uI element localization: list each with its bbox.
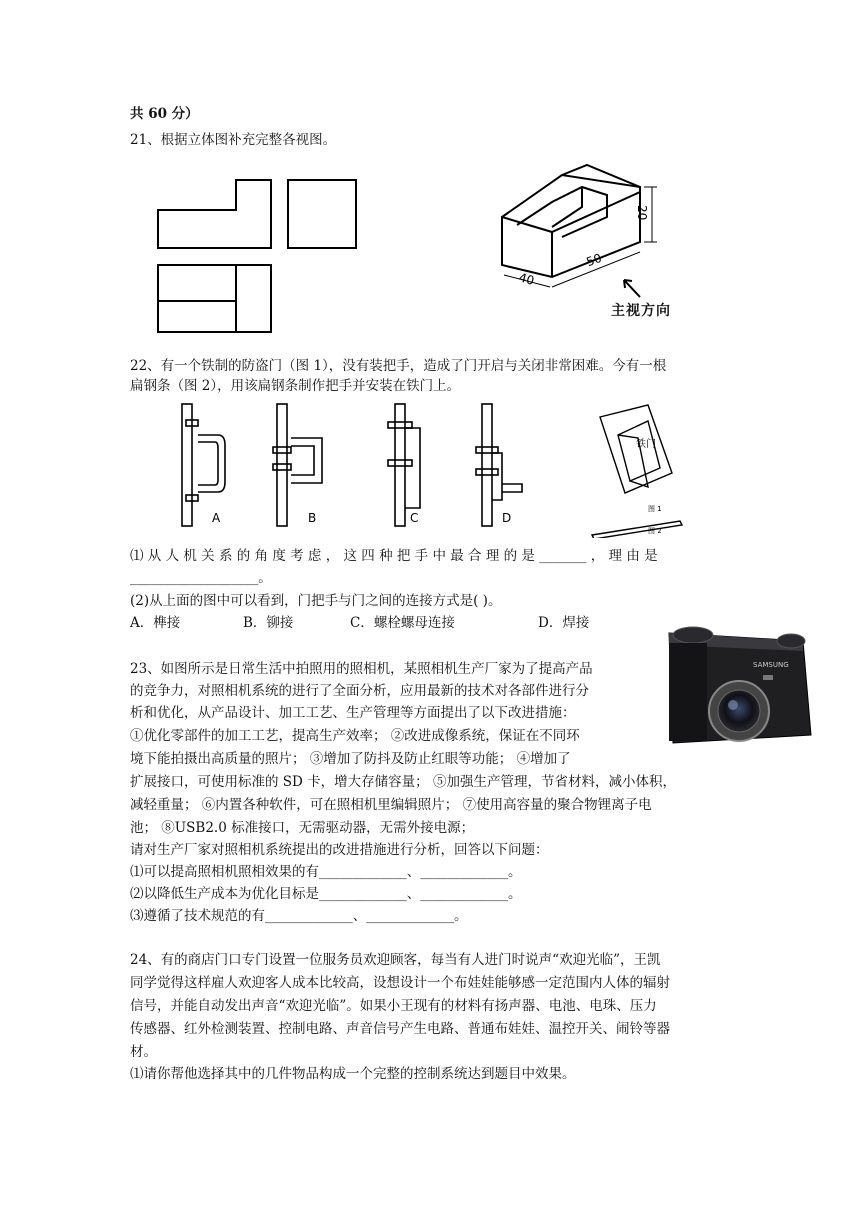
q23-line-3: 析和优化，从产品设计、加工工艺、生产管理等方面提出了以下改进措施： [130,705,576,721]
side-view-square [284,178,359,253]
q24-line-3: 信号，并能自动发出声音“欢迎光临”。如果小王现有的材料有扬声器、电池、电珠、压力 [130,998,657,1014]
dim-50-label: 50 [584,250,604,270]
q24-line-2: 同学觉得这样雇人欢迎客人成本比较高，设想设计一个布娃娃能够感一定范围内人体的辐射 [130,975,670,991]
q22-line2: 扁钢条（图 2），用该扁钢条制作把手并安装在铁门上。 [130,378,461,394]
handle-a-label: A [212,511,221,525]
q21-title: 21、根据立体图补充完整各视图。 [130,132,337,148]
q23-line-5: 境下能拍摄出高质量的照片； ③增加了防抖及防止红眼等功能； ④增加了 [130,751,571,767]
section-header: 共 60 分） [130,106,199,122]
option-a: A．榫接 [130,615,181,631]
q23-line-6: 扩展接口，可使用标准的 SD 卡，增大存储容量； ⑤加强生产管理，节省材料，减小体积， [130,774,676,790]
q23-sub2: ⑵以降低生产成本为优化目标是_____________、_____________。 [130,886,522,902]
q23-line-2: 的竞争力，对照相机系统的进行了全面分析，应用最新的技术对各部件进行分 [130,683,589,699]
dim-40-label: 40 [517,270,536,288]
q22-sub2: (2)从上面的图中可以看到，门把手与门之间的连接方式是( )。 [130,593,502,609]
q24-line-4: 传感器、红外检测装置、控制电路、声音信号产生电路、普通布娃娃、温控开关、闹铃等器 [130,1021,670,1037]
top-view-shape [158,265,271,332]
camera-brand: SAMSUNG [753,661,789,669]
q23-line-4: ①优化零部件的加工工艺，提高生产效率； ②改进成像系统，保证在不同环 [130,728,580,744]
q22-sub1-line1: ⑴ 从 人 机 关 系 的 角 度 考 虑 ， 这 四 种 把 手 中 最 合 理 的 是 _______ ， 理 由 是 [130,548,658,564]
handle-b-label: B [308,511,317,525]
q22-handle-drawings [170,400,590,535]
fig1-label: 图 1 [648,505,662,513]
q24-sub1: ⑴请你帮他选择其中的几件物品构成一个完整的控制系统达到题目中效果。 [130,1066,576,1082]
handle-d-label: D [502,511,512,525]
q22-sub1-line2: ___________________。 [130,570,272,586]
view-direction-label: 主视方向 [611,303,671,319]
option-b: B．铆接 [243,615,294,631]
door-figure [590,403,690,538]
door-label: 铁门 [636,439,656,450]
handle-c-label: C [410,511,419,525]
fig2-label: 图 2 [648,527,662,535]
q24-line-5: 材。 [130,1044,157,1060]
q22-line1: 22、有一个铁制的防盗门（图 1），没有装把手，造成了门开启与关闭非常困难。今有一根 [130,358,667,374]
q23-line-1: 23、如图所示是日常生活中拍照用的照相机，某照相机生产厂家为了提高产品 [130,661,593,677]
q24-line-1: 24、有的商店门口专门设置一位服务员欢迎顾客，每当有人进门时说声“欢迎光临”，王凯 [130,952,661,968]
q23-sub1: ⑴可以提高照相机照相效果的有_____________、_____________。 [130,864,522,880]
q23-line-9: 请对生产厂家对照相机系统提出的改进措施进行分析，回答以下问题： [130,842,549,858]
q21-orthographic-views [150,170,280,340]
view-direction-arrow-icon [624,280,640,297]
q23-line-7: 减轻重量； ⑥内置各种软件，可在照相机里编辑照片； ⑦使用高容量的聚合物锂离子电 [130,797,652,813]
front-view-shape [158,180,271,248]
q23-sub3: ⑶遵循了技术规范的有_____________、_____________。 [130,908,468,924]
option-c: C．螺栓螺母连接 [350,615,455,631]
camera-image [663,615,813,763]
q23-line-8: 池； ⑧USB2.0 标准接口，无需驱动器，无需外接电源； [130,820,475,836]
option-d: D．焊接 [538,615,590,631]
dim-20-label: 20 [635,205,649,221]
